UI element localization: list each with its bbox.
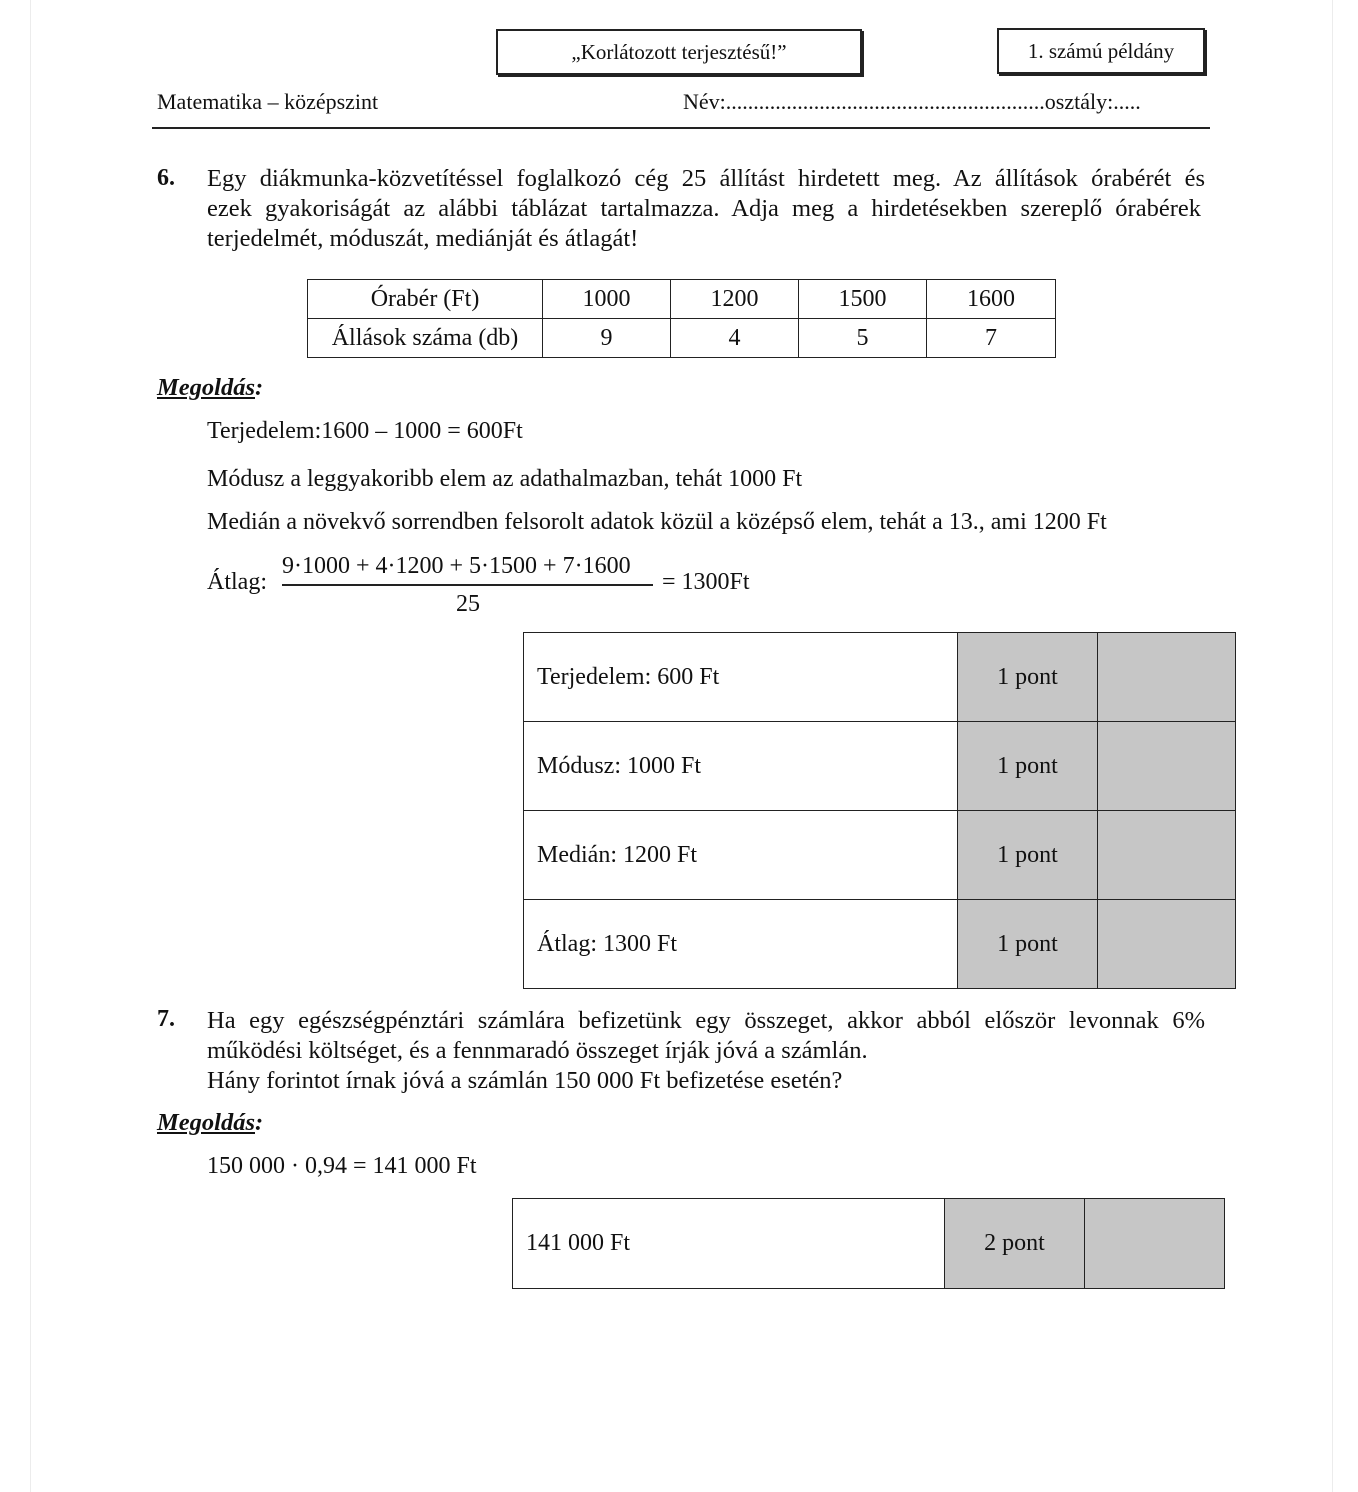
question-7-text-line-1: Ha egy egészségpénztári számlára befizetünk egy összeget, akkor abból először levonnak 6%	[207, 1007, 1205, 1034]
question-6-number: 6.	[157, 165, 175, 191]
score-points: 2 pont	[945, 1199, 1085, 1289]
table-header-cell: Állások száma (db)	[308, 319, 543, 358]
solution-heading-6	[157, 374, 263, 402]
solution-label: Megoldás	[157, 1109, 255, 1136]
credited-amount-calculation: 150 000 · 0,94 = 141 000 Ft	[207, 1153, 477, 1179]
table-row	[524, 811, 1236, 900]
table-header-cell: Órabér (Ft)	[308, 280, 543, 319]
range-calculation: Terjedelem:1600 – 1000 = 600Ft	[207, 418, 523, 444]
mean-result: = 1300Ft	[662, 569, 750, 595]
score-criterion: Medián: 1200 Ft	[524, 811, 958, 900]
table-cell: 4	[671, 319, 799, 358]
table-cell: 1500	[799, 280, 927, 319]
score-criterion: 141 000 Ft	[513, 1199, 945, 1289]
table-row	[308, 319, 1056, 358]
score-awarded-cell	[1085, 1199, 1225, 1289]
median-explanation: Medián a növekvő sorrendben felsorolt adatok közül a középső elem, tehát a 13., ami 1200 Ft	[207, 509, 1107, 535]
question-7-text-line-3: Hány forintot írnak jóvá a számlán 150 000 Ft befizetése esetén?	[207, 1067, 843, 1094]
fraction-bar	[282, 584, 653, 586]
name-class-field: Név:..........................................................osztály:.....	[683, 89, 1141, 114]
restricted-distribution-box	[496, 29, 862, 75]
table-row	[524, 722, 1236, 811]
table-row	[308, 280, 1056, 319]
question-6-text-line-2: ezek gyakoriságát az alábbi táblázat tartalmazza. Adja meg a hirdetésekben szereplő órabérek	[207, 195, 1201, 222]
question-6-text-line-3: terjedelmét, móduszát, mediánját és átlagát!	[207, 225, 639, 252]
score-points: 1 pont	[958, 811, 1098, 900]
mode-explanation: Módusz a leggyakoribb elem az adathalmazban, tehát 1000 Ft	[207, 466, 803, 492]
table-row	[524, 633, 1236, 722]
scoring-table-7	[512, 1198, 1225, 1289]
copy-number-box	[997, 28, 1205, 74]
page-edge-left	[30, 0, 31, 1492]
score-criterion: Módusz: 1000 Ft	[524, 722, 958, 811]
table-cell: 1600	[927, 280, 1056, 319]
table-cell: 5	[799, 319, 927, 358]
restricted-distribution-label: „Korlátozott terjesztésű!”	[571, 39, 787, 64]
score-criterion: Átlag: 1300 Ft	[524, 900, 958, 989]
mean-label: Átlag:	[207, 569, 267, 595]
table-row	[524, 900, 1236, 989]
subject-title: Matematika – középszint	[157, 89, 379, 114]
table-cell: 9	[543, 319, 671, 358]
score-points: 1 pont	[958, 722, 1098, 811]
score-awarded-cell	[1098, 633, 1236, 722]
mean-numerator: 9·1000 + 4·1200 + 5·1500 + 7·1600	[282, 553, 631, 579]
question-7-text-line-2: működési költséget, és a fennmaradó összeget írják jóvá a számlán.	[207, 1037, 868, 1064]
score-points: 1 pont	[958, 633, 1098, 722]
score-points: 1 pont	[958, 900, 1098, 989]
score-awarded-cell	[1098, 900, 1236, 989]
solution-colon: :	[255, 374, 264, 401]
solution-label: Megoldás	[157, 374, 255, 401]
score-criterion: Terjedelem: 600 Ft	[524, 633, 958, 722]
table-cell: 7	[927, 319, 1056, 358]
solution-colon: :	[255, 1109, 264, 1136]
header-rule	[152, 127, 1210, 129]
question-7-number: 7.	[157, 1006, 175, 1032]
scoring-table-6	[523, 632, 1236, 989]
solution-heading-7	[157, 1109, 263, 1137]
wage-frequency-table	[307, 279, 1056, 358]
question-6-text-line-1: Egy diákmunka-közvetítéssel foglalkozó cég 25 állítást hirdetett meg. Az állítások órabérét és	[207, 165, 1205, 192]
score-awarded-cell	[1098, 811, 1236, 900]
table-row	[513, 1199, 1225, 1289]
score-awarded-cell	[1098, 722, 1236, 811]
mean-denominator: 25	[456, 591, 480, 617]
page-edge-right	[1332, 0, 1333, 1492]
table-cell: 1200	[671, 280, 799, 319]
copy-number-label: 1. számú példány	[1027, 38, 1175, 63]
table-cell: 1000	[543, 280, 671, 319]
